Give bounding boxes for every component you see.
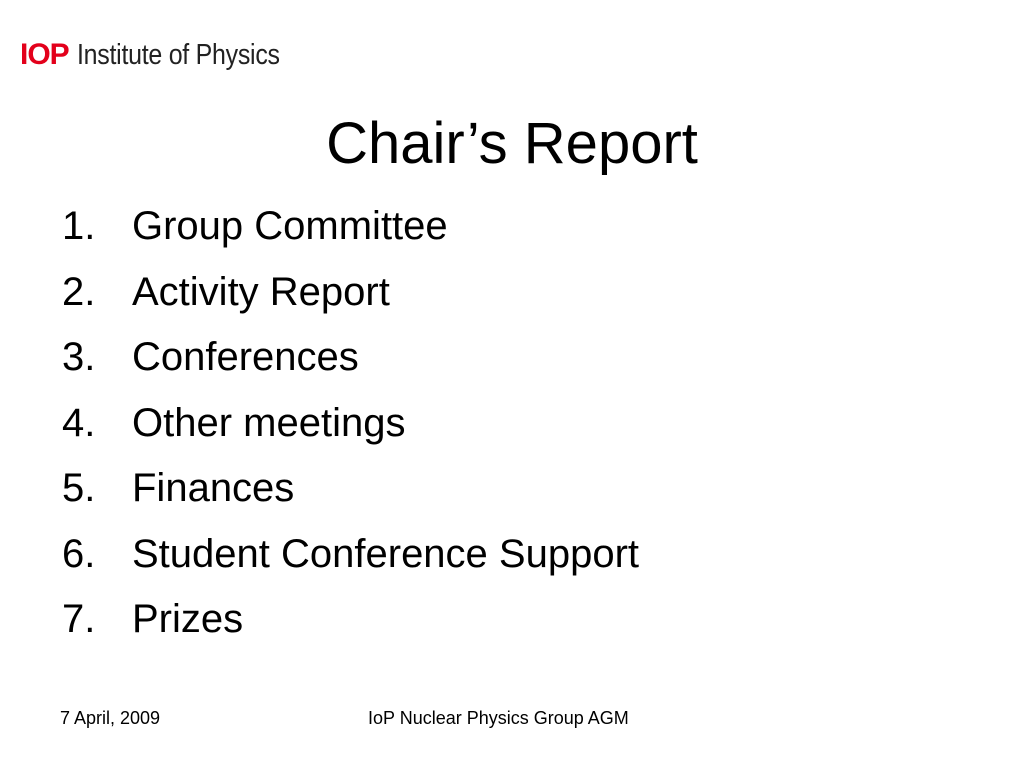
agenda-item-label: Finances <box>132 466 295 510</box>
agenda-item <box>62 194 639 260</box>
agenda-item-label: Group Committee <box>132 204 448 248</box>
agenda-item-number: 6. <box>62 531 96 576</box>
agenda-item-number: 2. <box>62 269 96 314</box>
agenda-item-label: Other meetings <box>132 400 406 445</box>
agenda-item <box>62 587 639 653</box>
footer-date: 7 April, 2009 <box>60 708 161 728</box>
iop-logo <box>20 38 312 72</box>
agenda-item <box>62 456 639 522</box>
logo-name: Institute of Physics <box>76 39 280 71</box>
agenda-item-label: Conferences <box>132 335 359 379</box>
agenda-item-number: 5. <box>62 466 96 510</box>
slide-title: Chair’s Report <box>326 111 698 176</box>
agenda-item-number: 1. <box>62 204 96 248</box>
footer-event-name: IoP Nuclear Physics Group AGM <box>368 708 629 728</box>
agenda-item-label: Student Conference Support <box>132 531 640 576</box>
logo-mark: IOP <box>20 38 69 71</box>
agenda-item-number: 7. <box>62 597 96 641</box>
agenda-item-label: Prizes <box>132 597 244 641</box>
agenda-item <box>62 391 639 457</box>
agenda-list <box>62 194 639 653</box>
agenda-item <box>62 260 639 326</box>
agenda-item-number: 3. <box>62 335 96 379</box>
agenda-item <box>62 325 639 391</box>
agenda-item-label: Activity Report <box>132 269 390 314</box>
agenda-item-number: 4. <box>62 400 96 445</box>
agenda-item <box>62 522 639 588</box>
